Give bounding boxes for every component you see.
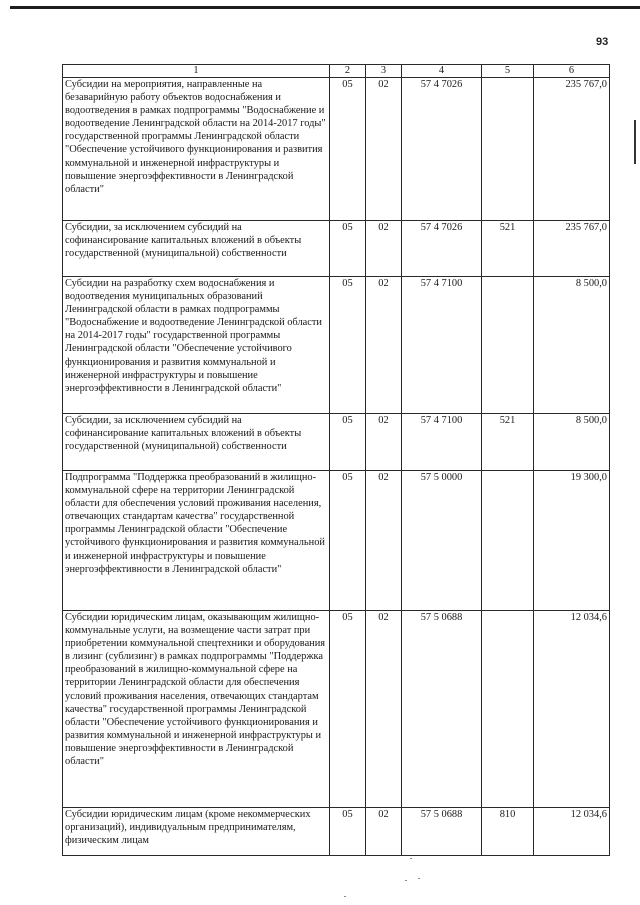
- row-target-article: 57 4 7100: [402, 414, 482, 471]
- table-header-row: [63, 65, 610, 78]
- row-expense-type: 521: [482, 414, 534, 471]
- row-amount: 235 767,0: [534, 221, 610, 277]
- row-section: 05: [330, 414, 366, 471]
- table-row: [63, 78, 610, 221]
- row-name: Субсидии юридическим лицам, оказывающим жилищно-коммунальные услуги, на возмещение части затрат при приобретении коммунальной спецтехники и оборудования в лизинг (сублизинг) в рамках подпрограммы "Поддержка преобразований в жилищно-коммунальной сфере на территории Ленинградской области для обеспечения условий проживания населения, отвечающих стандартам качества" государственной программы Ленинградской области "Обеспечение устойчивого функционирования и развития коммунальной и инженерной инфраструктуры и повышение энергоэффективности в Ленинградской области": [63, 611, 330, 808]
- row-expense-type: 521: [482, 221, 534, 277]
- column-header-2: 2: [330, 65, 366, 78]
- row-name: Субсидии на разработку схем водоснабжения и водоотведения муниципальных образований Ленинградской области в рамках подпрограммы "Водоснабжение и водоотведение Ленинградской области на 2014-2017 годы" государственной программы Ленинградской области "Обеспечение устойчивого функционирования и развития коммунальной и инженерной инфраструктуры и повышение энергоэффективности в Ленинградской области": [63, 277, 330, 414]
- column-header-6: 6: [534, 65, 610, 78]
- row-expense-type: 810: [482, 808, 534, 856]
- table-row: [63, 221, 610, 277]
- row-expense-type: [482, 611, 534, 808]
- row-target-article: 57 4 7026: [402, 78, 482, 221]
- row-name: Субсидии юридическим лицам (кроме некоммерческих организаций), индивидуальным предпринимателям, физическим лицам: [63, 808, 330, 856]
- scan-edge-mark: [634, 120, 636, 164]
- row-expense-type: [482, 471, 534, 611]
- scan-speck: [418, 878, 420, 879]
- row-target-article: 57 5 0000: [402, 471, 482, 611]
- row-subsection: 02: [366, 471, 402, 611]
- row-amount: 12 034,6: [534, 611, 610, 808]
- row-section: 05: [330, 78, 366, 221]
- row-subsection: 02: [366, 808, 402, 856]
- row-subsection: 02: [366, 277, 402, 414]
- table-row: [63, 414, 610, 471]
- table-row: [63, 471, 610, 611]
- row-section: 05: [330, 808, 366, 856]
- row-amount: 8 500,0: [534, 414, 610, 471]
- row-section: 05: [330, 611, 366, 808]
- row-subsection: 02: [366, 78, 402, 221]
- row-section: 05: [330, 471, 366, 611]
- table-row: [63, 611, 610, 808]
- table-row: [63, 808, 610, 856]
- top-border-line: [10, 6, 640, 9]
- page-number: 93: [596, 36, 609, 48]
- row-target-article: 57 5 0688: [402, 808, 482, 856]
- row-subsection: 02: [366, 414, 402, 471]
- column-header-5: 5: [482, 65, 534, 78]
- row-target-article: 57 4 7100: [402, 277, 482, 414]
- row-amount: 19 300,0: [534, 471, 610, 611]
- table-row: [63, 277, 610, 414]
- scan-speck: [410, 858, 412, 859]
- row-section: 05: [330, 277, 366, 414]
- row-target-article: 57 4 7026: [402, 221, 482, 277]
- row-target-article: 57 5 0688: [402, 611, 482, 808]
- row-section: 05: [330, 221, 366, 277]
- column-header-4: 4: [402, 65, 482, 78]
- row-subsection: 02: [366, 611, 402, 808]
- scan-speck: [405, 880, 407, 881]
- row-amount: 8 500,0: [534, 277, 610, 414]
- row-expense-type: [482, 78, 534, 221]
- budget-table: [62, 64, 610, 856]
- column-header-1: 1: [63, 65, 330, 78]
- scan-speck: [344, 896, 346, 897]
- row-name: Субсидии, за исключением субсидий на софинансирование капитальных вложений в объекты государственной (муниципальной) собственности: [63, 414, 330, 471]
- row-amount: 12 034,6: [534, 808, 610, 856]
- row-name: Подпрограмма "Поддержка преобразований в жилищно-коммунальной сфере на территории Ленинградской области для обеспечения условий проживания населения, отвечающих стандартам качества" государственной программы Ленинградской области "Обеспечение устойчивого функционирования и развития коммунальной и инженерной инфраструктуры и повышение энергоэффективности в Ленинградской области": [63, 471, 330, 611]
- row-subsection: 02: [366, 221, 402, 277]
- column-header-3: 3: [366, 65, 402, 78]
- row-expense-type: [482, 277, 534, 414]
- row-name: Субсидии на мероприятия, направленные на безаварийную работу объектов водоснабжения и водоотведения в рамках подпрограммы "Водоснабжение и водоотведение Ленинградской области на 2014-2017 годы" государственной программы Ленинградской области "Обеспечение устойчивого функционирования и развития коммунальной и инженерной инфраструктуры и повышение энергоэффективности в Ленинградской области": [63, 78, 330, 221]
- row-name: Субсидии, за исключением субсидий на софинансирование капитальных вложений в объекты государственной (муниципальной) собственности: [63, 221, 330, 277]
- row-amount: 235 767,0: [534, 78, 610, 221]
